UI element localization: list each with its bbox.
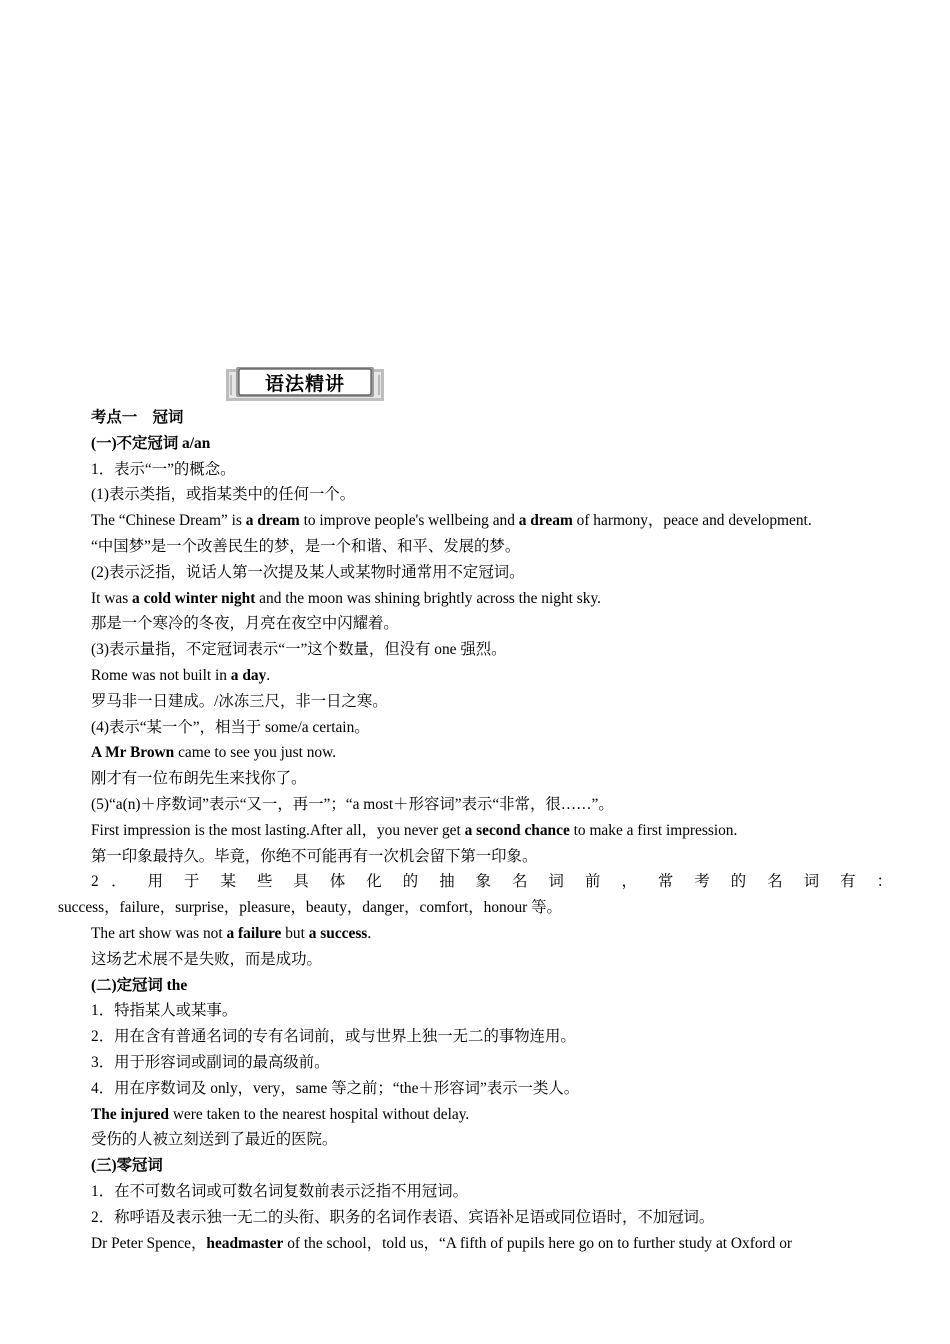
bold-phrase: The injured: [91, 1105, 169, 1123]
bold-phrase: a dream: [245, 512, 300, 530]
text-run: The art show was not: [91, 924, 227, 942]
text-line: [58, 973, 892, 999]
text-line: [58, 1102, 892, 1128]
text-run: 刚才有一位布朗先生来找你了。: [91, 770, 307, 788]
bold-phrase: A Mr Brown: [91, 744, 175, 762]
bold-phrase: headmaster: [206, 1234, 284, 1252]
text-line: [58, 715, 892, 741]
text-line: [58, 1231, 892, 1257]
document-body: [58, 405, 892, 1256]
text-line: [58, 405, 892, 431]
text-run: (4)表示“某一个”，相当于 some/a certain。: [91, 718, 370, 736]
text-line: [58, 431, 892, 457]
text-run: First impression is the most lasting.After all，you never get: [91, 821, 465, 839]
text-run: were taken to the nearest hospital without delay.: [168, 1105, 470, 1123]
text-line: [58, 1179, 892, 1205]
text-run: (2)表示泛指，说话人第一次提及某人或某物时通常用不定冠词。: [91, 563, 525, 581]
text-line: [58, 508, 892, 534]
text-line: [58, 947, 892, 973]
text-run: .: [266, 666, 271, 684]
text-run: 1．表示“一”的概念。: [91, 460, 236, 478]
banner-title: 语法精讲: [264, 373, 345, 395]
text-line: [58, 1205, 892, 1231]
text-run: 3．用于形容词或副词的最高级前。: [91, 1053, 330, 1071]
text-run: 这场艺术展不是失败，而是成功。: [91, 950, 322, 968]
text-line: [58, 457, 892, 483]
text-run: (3)表示量指，不定冠词表示“一”这个数量，但没有 one 强烈。: [91, 641, 507, 659]
text-run: 2 ． 用 于 某 些 具 体 化 的 抽 象 名 词 前 ， 常 考 的 名 词 有 ：: [91, 873, 892, 891]
text-line: [58, 921, 892, 947]
text-run: success，failure，surprise，pleasure，beauty，danger，comfort，honour 等。: [58, 899, 562, 917]
text-line: [58, 663, 892, 689]
section-banner: [226, 367, 384, 403]
text-run: 罗马非一日建成。/冰冻三尺，非一日之寒。: [91, 692, 388, 710]
text-run: and the moon was shining brightly across the night sky.: [255, 589, 602, 607]
text-line: [58, 869, 892, 895]
text-line: [58, 586, 892, 612]
bold-phrase: a cold winter night: [132, 589, 256, 607]
text-line: [58, 637, 892, 663]
text-run: .: [367, 924, 372, 942]
bold-phrase: a failure: [226, 924, 282, 942]
text-run: 4．用在序数词及 only，very，same 等之前；“the＋形容词”表示一类人。: [91, 1079, 580, 1097]
text-run: 考点一 冠词: [91, 409, 184, 426]
text-run: 第一印象最持久。毕竟，你绝不可能再有一次机会留下第一印象。: [91, 847, 538, 865]
text-line: [58, 818, 892, 844]
text-line: [58, 844, 892, 870]
text-line: [58, 611, 892, 637]
text-run: of the school，told us，“A fifth of pupils here go on to further study at Oxford or: [283, 1234, 793, 1252]
bold-phrase: a second chance: [464, 821, 570, 839]
text-run: (1)表示类指，或指某类中的任何一个。: [91, 486, 356, 504]
bold-phrase: a success: [308, 924, 368, 942]
text-line: [58, 1050, 892, 1076]
text-line: [58, 1153, 892, 1179]
text-run: (5)“a(n)＋序数词”表示“又一，再一”；“a most＋形容词”表示“非常，很……”。: [91, 795, 614, 813]
text-run: to make a first impression.: [569, 821, 738, 839]
text-run: 1．在不可数名词或可数名词复数前表示泛指不用冠词。: [91, 1182, 469, 1200]
text-run: 受伤的人被立刻送到了最近的医院。: [91, 1131, 338, 1149]
text-line: [58, 998, 892, 1024]
text-run: 2．用在含有普通名词的专有名词前，或与世界上独一无二的事物连用。: [91, 1028, 576, 1046]
text-run: to improve people's wellbeing and: [299, 512, 519, 530]
text-run: (二)定冠词 the: [91, 976, 188, 994]
text-line: [58, 560, 892, 586]
bold-phrase: a dream: [518, 512, 573, 530]
text-line: [58, 792, 892, 818]
text-line: [58, 1024, 892, 1050]
text-line: [58, 534, 892, 560]
bold-phrase: a day: [230, 666, 267, 684]
text-run: (一)不定冠词 a/an: [91, 434, 211, 452]
text-run: Rome was not built in: [91, 666, 231, 684]
text-run: but: [281, 924, 309, 942]
text-line: [58, 1076, 892, 1102]
text-run: 2．称呼语及表示独一无二的头衔、职务的名词作表语、宾语补足语或同位语时，不加冠词。: [91, 1208, 715, 1226]
text-run: of harmony，peace and development.: [572, 512, 812, 530]
text-run: Dr Peter Spence，: [91, 1234, 207, 1252]
text-line: [58, 895, 892, 921]
text-line: [58, 689, 892, 715]
text-line: [58, 1127, 892, 1153]
text-line: [58, 766, 892, 792]
text-run: (三)零冠词: [91, 1157, 163, 1175]
text-run: 1．特指某人或某事。: [91, 1002, 238, 1020]
text-line: [58, 740, 892, 766]
text-run: It was: [91, 589, 133, 607]
text-line: [58, 482, 892, 508]
text-run: 那是一个寒冷的冬夜，月亮在夜空中闪耀着。: [91, 615, 399, 633]
text-run: The “Chinese Dream” is: [91, 512, 246, 530]
text-run: came to see you just now.: [174, 744, 337, 762]
text-run: “中国梦”是一个改善民生的梦，是一个和谐、和平、发展的梦。: [91, 537, 521, 555]
